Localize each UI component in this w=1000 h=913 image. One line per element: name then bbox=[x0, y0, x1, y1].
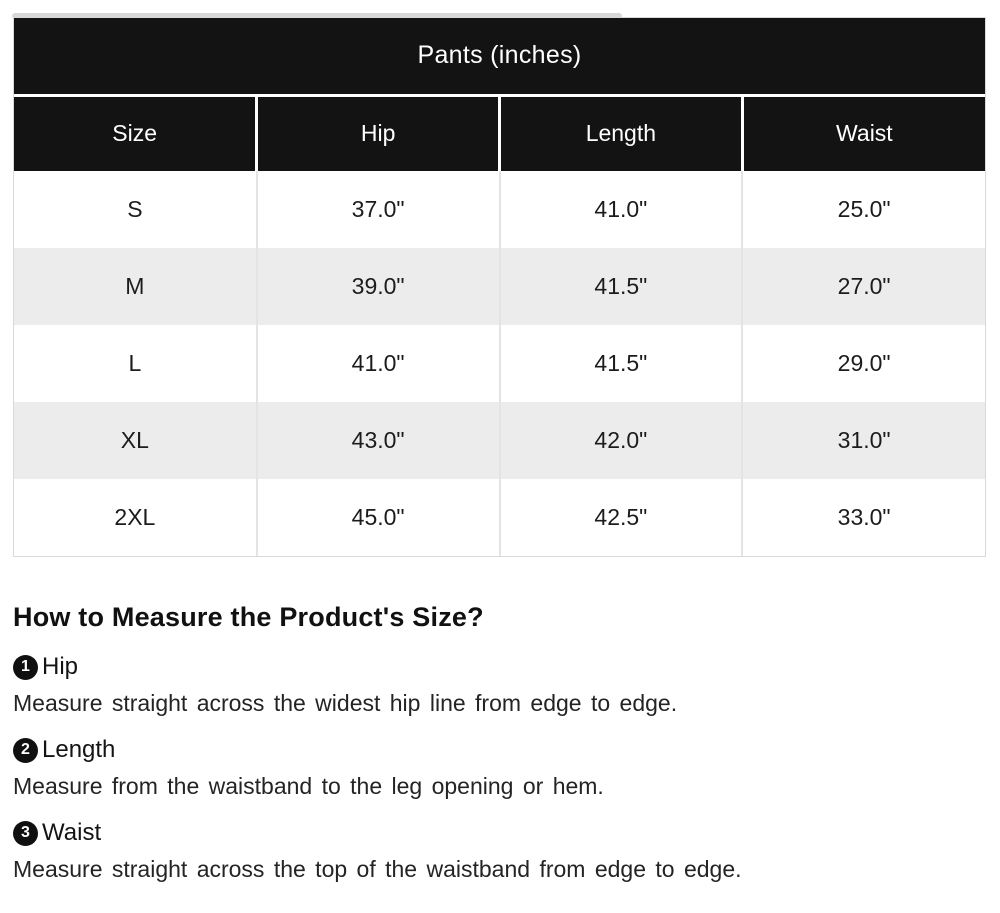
cell-hip: 45.0" bbox=[257, 479, 500, 556]
cell-length: 42.5" bbox=[500, 479, 743, 556]
cell-waist: 29.0" bbox=[742, 325, 985, 402]
table-header-row bbox=[14, 95, 985, 171]
cell-size: XL bbox=[14, 402, 257, 479]
table-title-row bbox=[14, 18, 985, 95]
table-title: Pants (inches) bbox=[14, 18, 985, 95]
column-header-hip: Hip bbox=[257, 95, 500, 171]
table-row bbox=[14, 402, 985, 479]
column-header-waist: Waist bbox=[742, 95, 985, 171]
step-2-number-badge: 2 bbox=[13, 738, 38, 763]
column-header-length: Length bbox=[500, 95, 743, 171]
cell-size: S bbox=[14, 171, 257, 248]
cell-length: 41.5" bbox=[500, 325, 743, 402]
cell-length: 41.5" bbox=[500, 248, 743, 325]
cell-hip: 39.0" bbox=[257, 248, 500, 325]
step-1-description: Measure straight across the widest hip line from edge to edge. bbox=[13, 690, 678, 716]
cell-hip: 41.0" bbox=[257, 325, 500, 402]
column-header-size: Size bbox=[14, 95, 257, 171]
table-row bbox=[14, 325, 985, 402]
cell-waist: 33.0" bbox=[742, 479, 985, 556]
step-2-description: Measure from the waistband to the leg opening or hem. bbox=[13, 773, 604, 799]
size-chart-table bbox=[14, 18, 985, 556]
cell-hip: 37.0" bbox=[257, 171, 500, 248]
cell-size: M bbox=[14, 248, 257, 325]
table-row bbox=[14, 479, 985, 556]
table-row bbox=[14, 171, 985, 248]
step-2-label: Length bbox=[42, 736, 116, 763]
cell-length: 42.0" bbox=[500, 402, 743, 479]
table-row bbox=[14, 248, 985, 325]
step-1-label: Hip bbox=[42, 653, 79, 680]
guide-step-hip bbox=[13, 652, 977, 682]
measuring-guide-section bbox=[13, 602, 977, 882]
cell-size: L bbox=[14, 325, 257, 402]
step-3-description: Measure straight across the top of the waistband from edge to edge. bbox=[13, 856, 742, 882]
step-3-label: Waist bbox=[42, 819, 102, 846]
cell-waist: 25.0" bbox=[742, 171, 985, 248]
size-chart-table-container bbox=[13, 17, 986, 557]
cell-waist: 31.0" bbox=[742, 402, 985, 479]
cell-waist: 27.0" bbox=[742, 248, 985, 325]
guide-heading: How to Measure the Product's Size? bbox=[13, 602, 484, 632]
cell-length: 41.0" bbox=[500, 171, 743, 248]
cell-hip: 43.0" bbox=[257, 402, 500, 479]
guide-step-length bbox=[13, 735, 977, 765]
cell-size: 2XL bbox=[14, 479, 257, 556]
guide-step-waist bbox=[13, 818, 977, 848]
step-3-number-badge: 3 bbox=[13, 821, 38, 846]
step-1-number-badge: 1 bbox=[13, 655, 38, 680]
